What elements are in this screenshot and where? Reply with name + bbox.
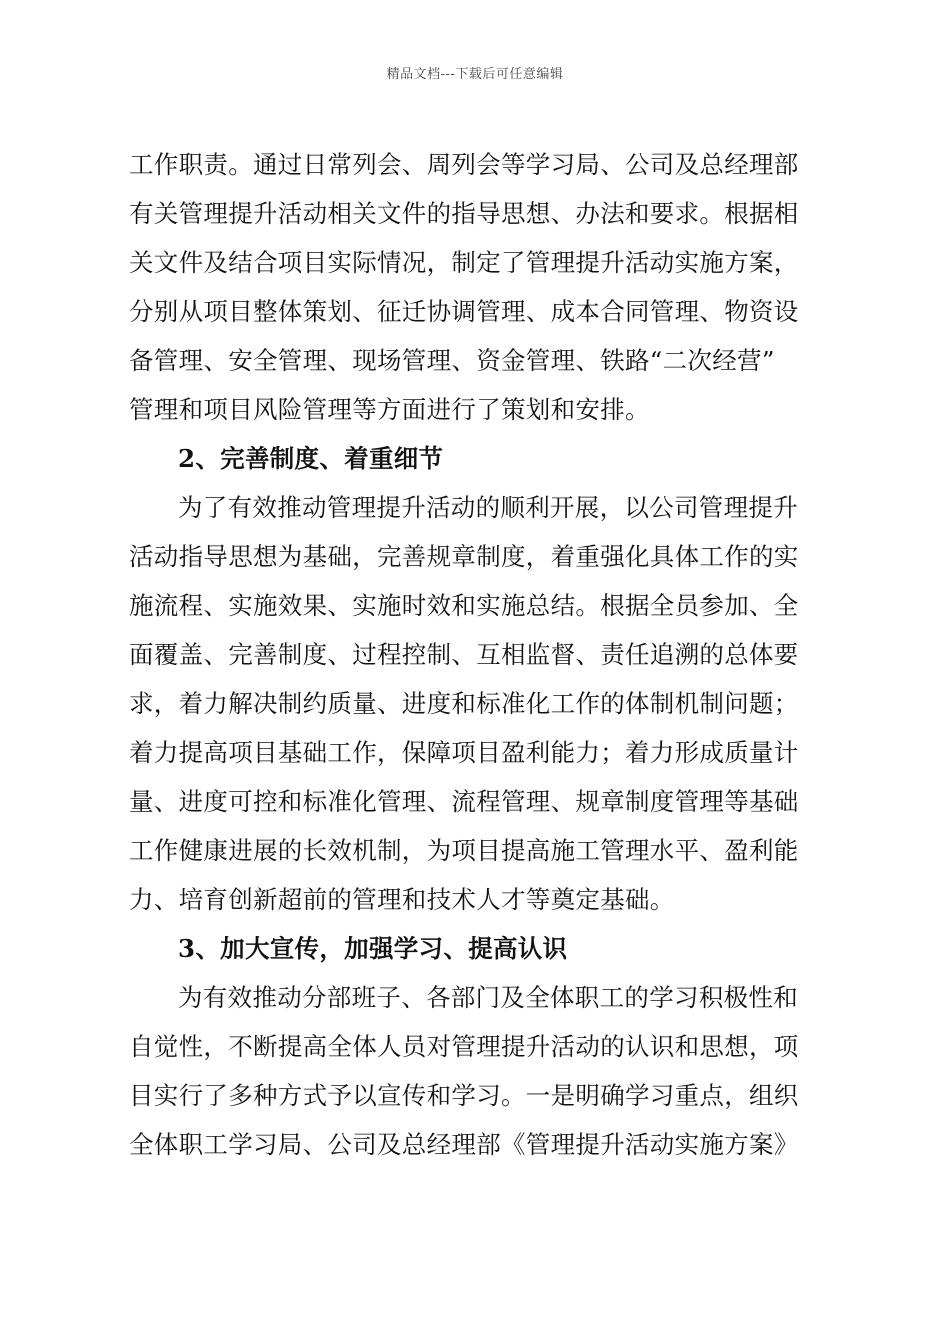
text-line: 工作健康进展的长效机制，为项目提高施工管理水平、盈利能	[129, 836, 799, 865]
text-line: 目实行了多种方式予以宣传和学习。一是明确学习重点，组织	[129, 1081, 799, 1110]
text-line: 求，着力解决制约质量、进度和标准化工作的体制机制问题；	[129, 689, 799, 718]
text-line: 分别从项目整体策划、征迁协调管理、成本合同管理、物资设	[129, 297, 799, 326]
text-line: 为了有效推动管理提升活动的顺利开展，以公司管理提升	[178, 493, 798, 522]
text-line: 全体职工学习局、公司及总经理部《管理提升活动实施方案》	[129, 1130, 799, 1159]
page-header: 精品文档---下载后可任意编辑	[386, 67, 564, 82]
paragraph	[129, 483, 823, 924]
paragraph	[129, 140, 823, 434]
text-line: 有关管理提升活动相关文件的指导思想、办法和要求。根据相	[129, 199, 799, 228]
paragraph	[129, 973, 823, 1169]
text-line: 着力提高项目基础工作，保障项目盈利能力；着力形成质量计	[129, 738, 799, 767]
text-line: 活动指导思想为基础，完善规章制度，着重强化具体工作的实	[129, 542, 799, 571]
text-line: 施流程、实施效果、实施时效和实施总结。根据全员参加、全	[129, 591, 799, 620]
document-body	[129, 140, 823, 1169]
text-line: 自觉性，不断提高全体人员对管理提升活动的认识和思想，项	[129, 1032, 799, 1061]
text-line: 工作职责。通过日常列会、周列会等学习局、公司及总经理部	[129, 150, 799, 179]
section-heading: 3、加大宣传，加强学习、提高认识	[178, 934, 568, 963]
text-line: 为有效推动分部班子、各部门及全体职工的学习积极性和	[178, 983, 798, 1012]
text-line: 力、培育创新超前的管理和技术人才等奠定基础。	[129, 885, 675, 914]
text-line: 关文件及结合项目实际情况，制定了管理提升活动实施方案，	[129, 248, 799, 277]
text-line: 量、进度可控和标准化管理、流程管理、规章制度管理等基础	[129, 787, 799, 816]
text-line: 面覆盖、完善制度、过程控制、互相监督、责任追溯的总体要	[129, 640, 799, 669]
section-heading: 2、完善制度、着重细节	[178, 444, 444, 473]
text-line: 管理和项目风险管理等方面进行了策划和安排。	[129, 395, 650, 424]
text-line: 备管理、安全管理、现场管理、资金管理、铁路“二次经营”	[129, 346, 775, 375]
